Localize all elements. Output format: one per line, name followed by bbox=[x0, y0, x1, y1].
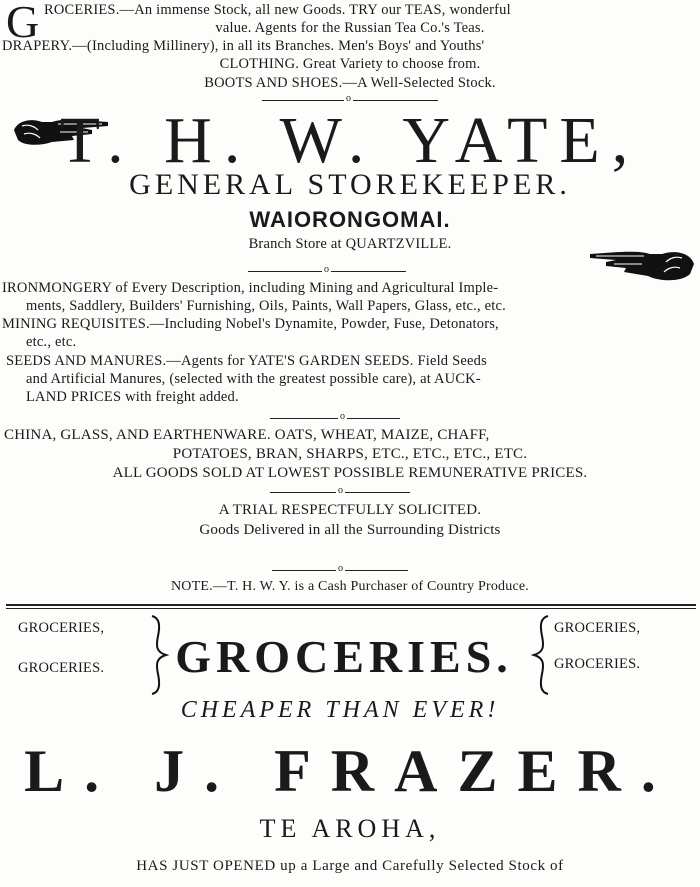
side-label-right-1: GROCERIES, bbox=[554, 620, 641, 636]
merchant-town: WAIORONGOMAI. bbox=[249, 207, 451, 232]
mining-line-1: MINING REQUISITES.—Including Nobel's Dynamite, Powder, Fuse, Detonators, bbox=[2, 316, 499, 332]
seeds-line-1: SEEDS AND MANURES.—Agents for YATE'S GARDEN SEEDS. Field Seeds bbox=[6, 353, 487, 369]
groceries-line-2: value. Agents for the Russian Tea Co.'s Teas. bbox=[215, 20, 485, 36]
rule-mark: o bbox=[346, 93, 351, 104]
rule-mark: o bbox=[340, 411, 345, 422]
rule-mark: o bbox=[324, 264, 329, 275]
branch-store-line: Branch Store at QUARTZVILLE. bbox=[248, 236, 452, 252]
china-line-1: CHINA, GLASS, AND EARTHENWARE. OATS, WHEAT, MAIZE, CHAFF, bbox=[4, 427, 490, 443]
merchant-town: TE AROHA, bbox=[259, 814, 441, 843]
section-rule bbox=[270, 418, 400, 419]
advertisement-divider-thin bbox=[6, 608, 696, 609]
china-line-2: POTATOES, BRAN, SHARPS, ETC., ETC., ETC., ETC. bbox=[172, 446, 528, 462]
opening-line: HAS JUST OPENED up a Large and Carefully Selected Stock of bbox=[136, 858, 564, 874]
rule-mark: o bbox=[338, 563, 343, 574]
rule-mark: o bbox=[338, 485, 343, 496]
ironmongery-line-1: IRONMONGERY of Every Description, including Mining and Agricultural Imple- bbox=[2, 280, 499, 296]
drapery-line-2: CLOTHING. Great Variety to choose from. bbox=[219, 56, 481, 72]
seeds-line-3: LAND PRICES with freight added. bbox=[26, 389, 239, 405]
mining-line-2: etc., etc. bbox=[26, 334, 77, 350]
side-label-left-1: GROCERIES, bbox=[18, 620, 105, 636]
groceries-line-1: ROCERIES.—An immense Stock, all new Goods. TRY our TEAS, wonderful bbox=[44, 2, 511, 18]
right-brace-icon bbox=[530, 614, 554, 696]
note-line: NOTE.—T. H. W. Y. is a Cash Purchaser of Country Produce. bbox=[171, 579, 529, 594]
groceries-headline: GROCERIES. bbox=[175, 631, 513, 682]
merchant-occupation: GENERAL STOREKEEPER. bbox=[129, 168, 571, 201]
merchant-name: T. H. W. YATE, bbox=[59, 104, 641, 177]
merchant-name: L. J. FRAZER. bbox=[24, 738, 676, 804]
advertisement-divider bbox=[6, 604, 696, 606]
frazer-advertisement bbox=[0, 610, 700, 887]
drop-cap-letter: G bbox=[6, 0, 40, 47]
boots-line: BOOTS AND SHOES.—A Well-Selected Stock. bbox=[204, 75, 496, 91]
seeds-line-2: and Artificial Manures, (selected with the greatest possible care), at AUCK- bbox=[26, 371, 481, 387]
prices-line: ALL GOODS SOLD AT LOWEST POSSIBLE REMUNERATIVE PRICES. bbox=[112, 465, 588, 481]
drapery-line-1: DRAPERY.—(Including Millinery), in all its Branches. Men's Boys' and Youths' bbox=[2, 38, 485, 54]
ironmongery-line-2: ments, Saddlery, Builders' Furnishing, Oils, Paints, Wall Papers, Glass, etc., etc. bbox=[26, 298, 506, 314]
tagline: CHEAPER THAN EVER! bbox=[180, 697, 500, 723]
trial-line: A TRIAL RESPECTFULLY SOLICITED. bbox=[218, 502, 482, 518]
side-label-right-2: GROCERIES. bbox=[554, 656, 641, 672]
delivery-line: Goods Delivered in all the Surrounding Districts bbox=[199, 522, 501, 538]
side-label-left-2: GROCERIES. bbox=[18, 660, 105, 676]
